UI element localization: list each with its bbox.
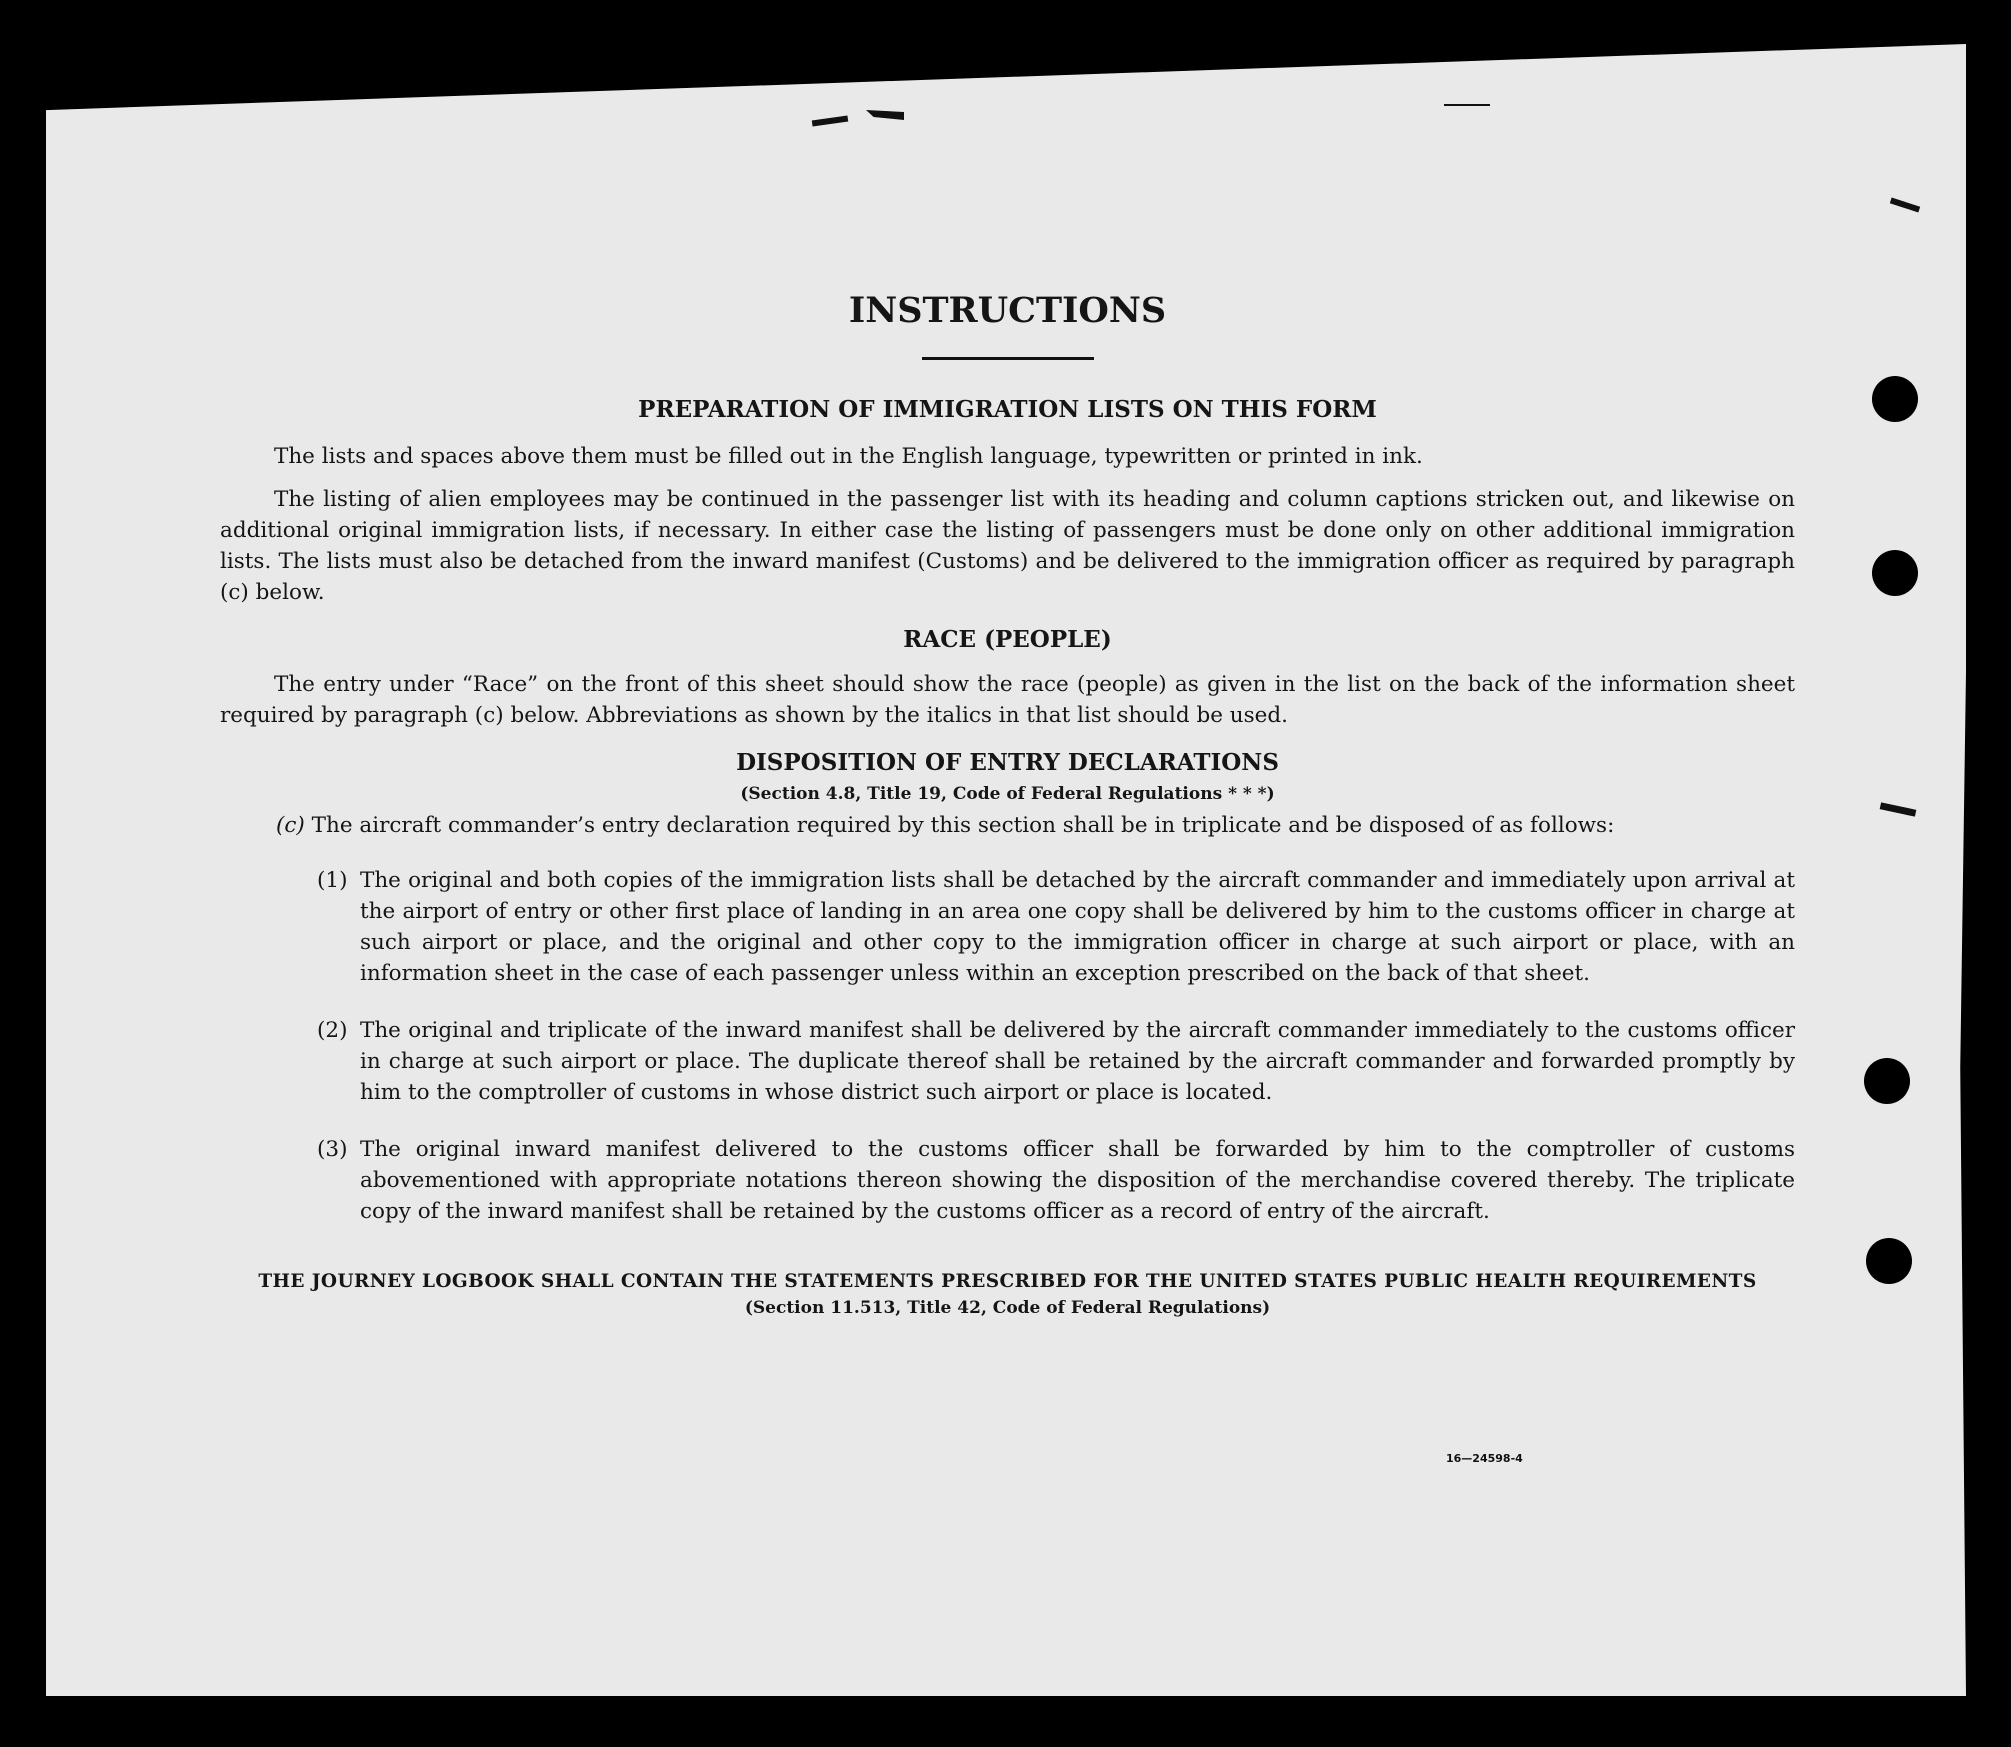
punch-hole	[1872, 376, 1918, 422]
punch-hole	[1864, 1058, 1910, 1104]
disposition-intro	[276, 810, 1795, 841]
section-heading-race: RACE (PEOPLE)	[903, 626, 1112, 653]
pencil-mark	[1444, 104, 1490, 106]
item-text: The original inward manifest delivered to the customs officer shall be forwarded by him to the comptroller of customs abovementioned with appropriate notations thereon showing the disposition of the merchandise covered thereby. The triplicate copy of the inward manifest shall be retained by the customs officer as a record of entry of the aircraft.	[360, 1137, 1795, 1224]
item-text: The original and both copies of the immigration lists shall be detached by the aircraft commander and immediately upon arrival at the airport of entry or other first place of landing in an area one copy shall be delivered by him to the customs officer in charge at such airport or place, and the original and other copy to the immigration officer in charge at such airport or place, with an information sheet in the case of each passenger unless within an exception prescribed on the back of that sheet.	[360, 868, 1795, 986]
preparation-paragraph-2: The listing of alien employees may be continued in the passenger list with its heading and column captions stricken out, and likewise on additional original immigration lists, if necessary. In either case the listing of passengers must be done only on other additional immigration lists. The lists must also be detached from the inward manifest (Customs) and be delivered to the immigration officer as required by paragraph (c) below.	[220, 487, 1795, 605]
list-item	[317, 1134, 1795, 1227]
instructions-content	[220, 290, 1795, 1318]
footer-citation: (Section 11.513, Title 42, Code of Federal Regulations)	[744, 1298, 1271, 1318]
preparation-paragraph-1: The lists and spaces above them must be filled out in the English language, typewritten or printed in ink.	[274, 444, 1423, 469]
title-underline	[922, 357, 1094, 360]
form-number: 16—24598-4	[1446, 1452, 1523, 1465]
disposition-citation: (Section 4.8, Title 19, Code of Federal Regulations * * *)	[740, 784, 1275, 804]
section-heading-preparation: PREPARATION OF IMMIGRATION LISTS ON THIS FORM	[638, 396, 1377, 423]
section-heading-disposition: DISPOSITION OF ENTRY DECLARATIONS	[736, 749, 1279, 776]
punch-hole	[1866, 1238, 1912, 1284]
item-number: (2)	[317, 1018, 348, 1043]
item-number: (1)	[317, 868, 348, 893]
footer-statement: THE JOURNEY LOGBOOK SHALL CONTAIN THE STATEMENTS PRESCRIBED FOR THE UNITED STATES PUBLIC HEALTH REQUIREMENTS	[258, 1271, 1757, 1292]
list-item	[317, 1015, 1795, 1108]
punch-hole	[1872, 550, 1918, 596]
item-text: The original and triplicate of the inward manifest shall be delivered by the aircraft commander immediately to the customs officer in charge at such airport or place. The duplicate thereof shall be retained by the aircraft commander and forwarded promptly by him to the comptroller of customs in whose district such airport or place is located.	[360, 1018, 1795, 1105]
race-paragraph: The entry under “Race” on the front of this sheet should show the race (people) as given in the list on the back of the information sheet required by paragraph (c) below. Abbreviations as shown by the italics in that list should be used.	[220, 672, 1795, 728]
item-number: (3)	[317, 1137, 348, 1162]
intro-label: (c)	[276, 813, 305, 838]
page-title: INSTRUCTIONS	[848, 290, 1167, 331]
intro-text: The aircraft commander’s entry declaration required by this section shall be in triplicate and be disposed of as follows:	[311, 813, 1615, 838]
list-item	[317, 865, 1795, 989]
